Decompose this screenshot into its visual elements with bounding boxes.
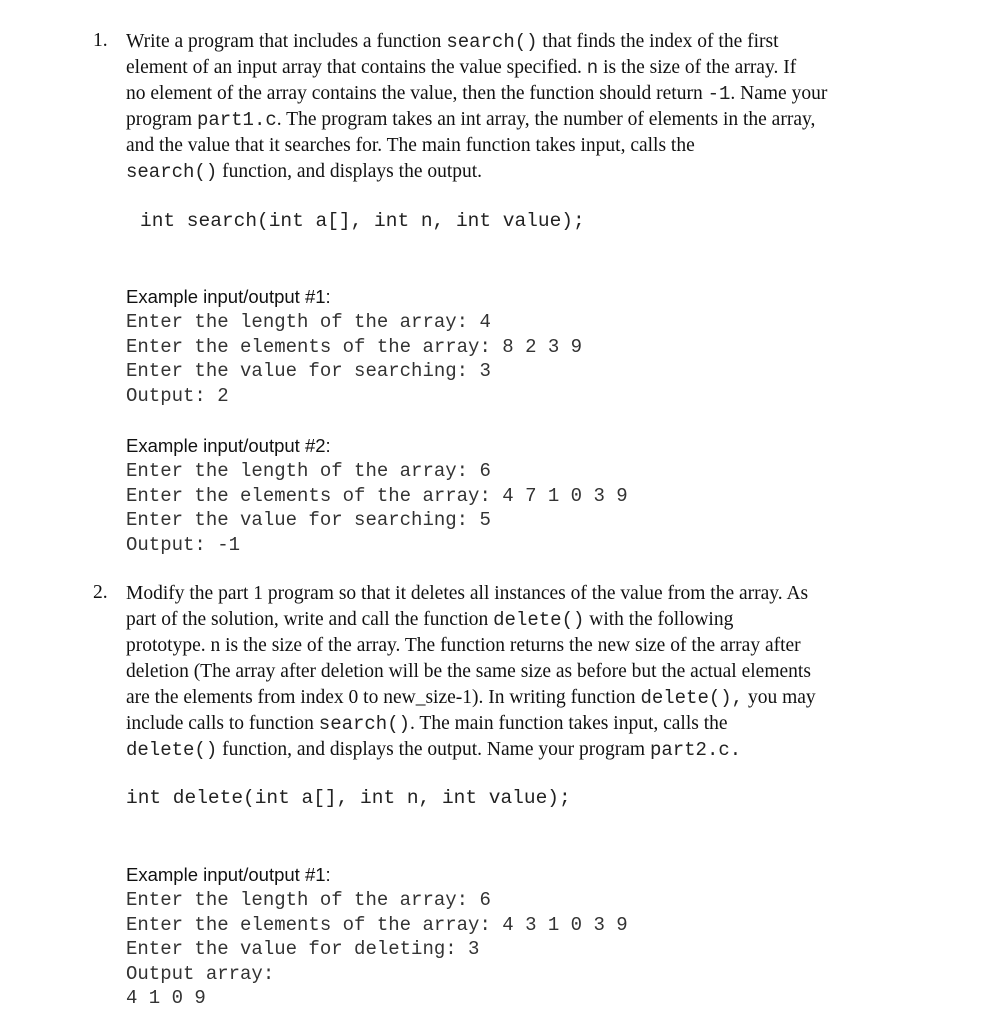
q1-example-1-title: Example input/output #1: — [126, 286, 331, 307]
terminal-line: Output: 2 — [126, 384, 229, 407]
q1-line-1-text: Write a program that includes a function — [126, 31, 447, 52]
delete-function-ref-3: delete() — [126, 739, 218, 761]
terminal-line: Enter the length of the array: 6 — [126, 889, 491, 911]
q2-line-6-text-end: . The main function takes input, calls the — [410, 713, 728, 734]
return-value-ref: -1 — [707, 83, 731, 105]
question-2-number: 2. — [93, 582, 108, 603]
q2-line-3-text: prototype. n is the size of the array. The function returns the new size of the array after — [126, 635, 801, 656]
q1-example-2-output — [126, 459, 628, 557]
search-signature: int search(int a[], int n, int value); — [140, 210, 585, 232]
terminal-line: Enter the length of the array: 6 — [126, 460, 491, 482]
q1-line-4 — [126, 107, 815, 133]
q2-line-5-text: are the elements from index 0 to new_size-1). In writing function — [126, 687, 641, 708]
q2-line-5 — [126, 685, 816, 711]
terminal-line: Enter the elements of the array: 8 2 3 9 — [126, 335, 583, 358]
terminal-line: Enter the length of the array: 4 — [126, 311, 491, 333]
terminal-line: Enter the elements of the array: 4 3 1 0 3 9 — [126, 913, 628, 936]
q1-example-1-output — [126, 310, 582, 408]
q1-example-2-title: Example input/output #2: — [126, 435, 331, 456]
search-function-ref-3: search() — [318, 713, 411, 735]
q1-line-6-text-end: function, and displays the output. — [217, 161, 483, 182]
q1-line-1 — [126, 29, 779, 55]
q1-line-3-text: no element of the array contains the value, then the function should return — [126, 83, 708, 104]
q2-line-6-text: include calls to function — [126, 713, 319, 734]
terminal-line: Enter the value for deleting: 3 — [126, 938, 480, 960]
q2-line-1 — [126, 581, 808, 607]
q1-line-3-text-end: . Name your — [730, 83, 828, 104]
q1-line-2-text-end: is the size of the array. If — [598, 57, 797, 78]
search-function-ref-2: search() — [126, 161, 218, 183]
question-1-number: 1. — [93, 30, 108, 51]
q1-line-3 — [126, 81, 827, 107]
q1-line-2 — [126, 55, 796, 81]
terminal-line: Output: -1 — [126, 533, 241, 556]
delete-function-ref-2: delete(), — [640, 687, 744, 709]
part1-filename: part1.c — [196, 109, 277, 131]
terminal-line: 4 1 0 9 — [126, 987, 206, 1009]
q1-line-1-text-end: that finds the index of the first — [537, 31, 779, 52]
q2-line-4-text: deletion (The array after deletion will be the same size as before but the actual elements — [126, 661, 811, 682]
q2-line-4 — [126, 659, 811, 685]
q2-line-7 — [126, 737, 741, 763]
q2-line-2-text: part of the solution, write and call the function — [126, 609, 494, 630]
q1-line-5-text: and the value that it searches for. The main function takes input, calls the — [126, 135, 695, 156]
q2-example-1-output — [126, 888, 628, 1011]
delete-signature: int delete(int a[], int n, int value); — [126, 787, 571, 809]
q1-line-4-text-end: . The program takes an int array, the number of elements in the array, — [276, 109, 816, 130]
q2-line-7-text-mid: function, and displays the output. Name your program — [217, 739, 650, 760]
q1-line-6 — [126, 159, 482, 185]
search-function-ref: search() — [446, 31, 538, 53]
terminal-line: Enter the elements of the array: 4 7 1 0 3 9 — [126, 484, 628, 507]
q2-example-1-title: Example input/output #1: — [126, 864, 331, 885]
delete-function-ref: delete() — [493, 609, 585, 631]
q2-line-2 — [126, 607, 733, 633]
part2-filename: part2.c. — [649, 739, 742, 761]
q1-line-4-text: program — [126, 109, 197, 130]
q2-line-3 — [126, 633, 801, 659]
q1-line-2-text: element of an input array that contains the value specified. — [126, 57, 587, 78]
terminal-line: Enter the value for searching: 3 — [126, 360, 491, 382]
q2-line-5-text-end: you may — [743, 687, 816, 708]
q2-line-6 — [126, 711, 728, 737]
q1-line-5 — [126, 133, 695, 159]
terminal-line: Enter the value for searching: 5 — [126, 509, 491, 531]
q2-line-2-text-end: with the following — [584, 609, 734, 630]
n-variable-ref: n — [586, 57, 599, 79]
terminal-line: Output array: — [126, 962, 275, 985]
q2-line-1-text: Modify the part 1 program so that it deletes all instances of the value from the array. As — [126, 583, 809, 604]
